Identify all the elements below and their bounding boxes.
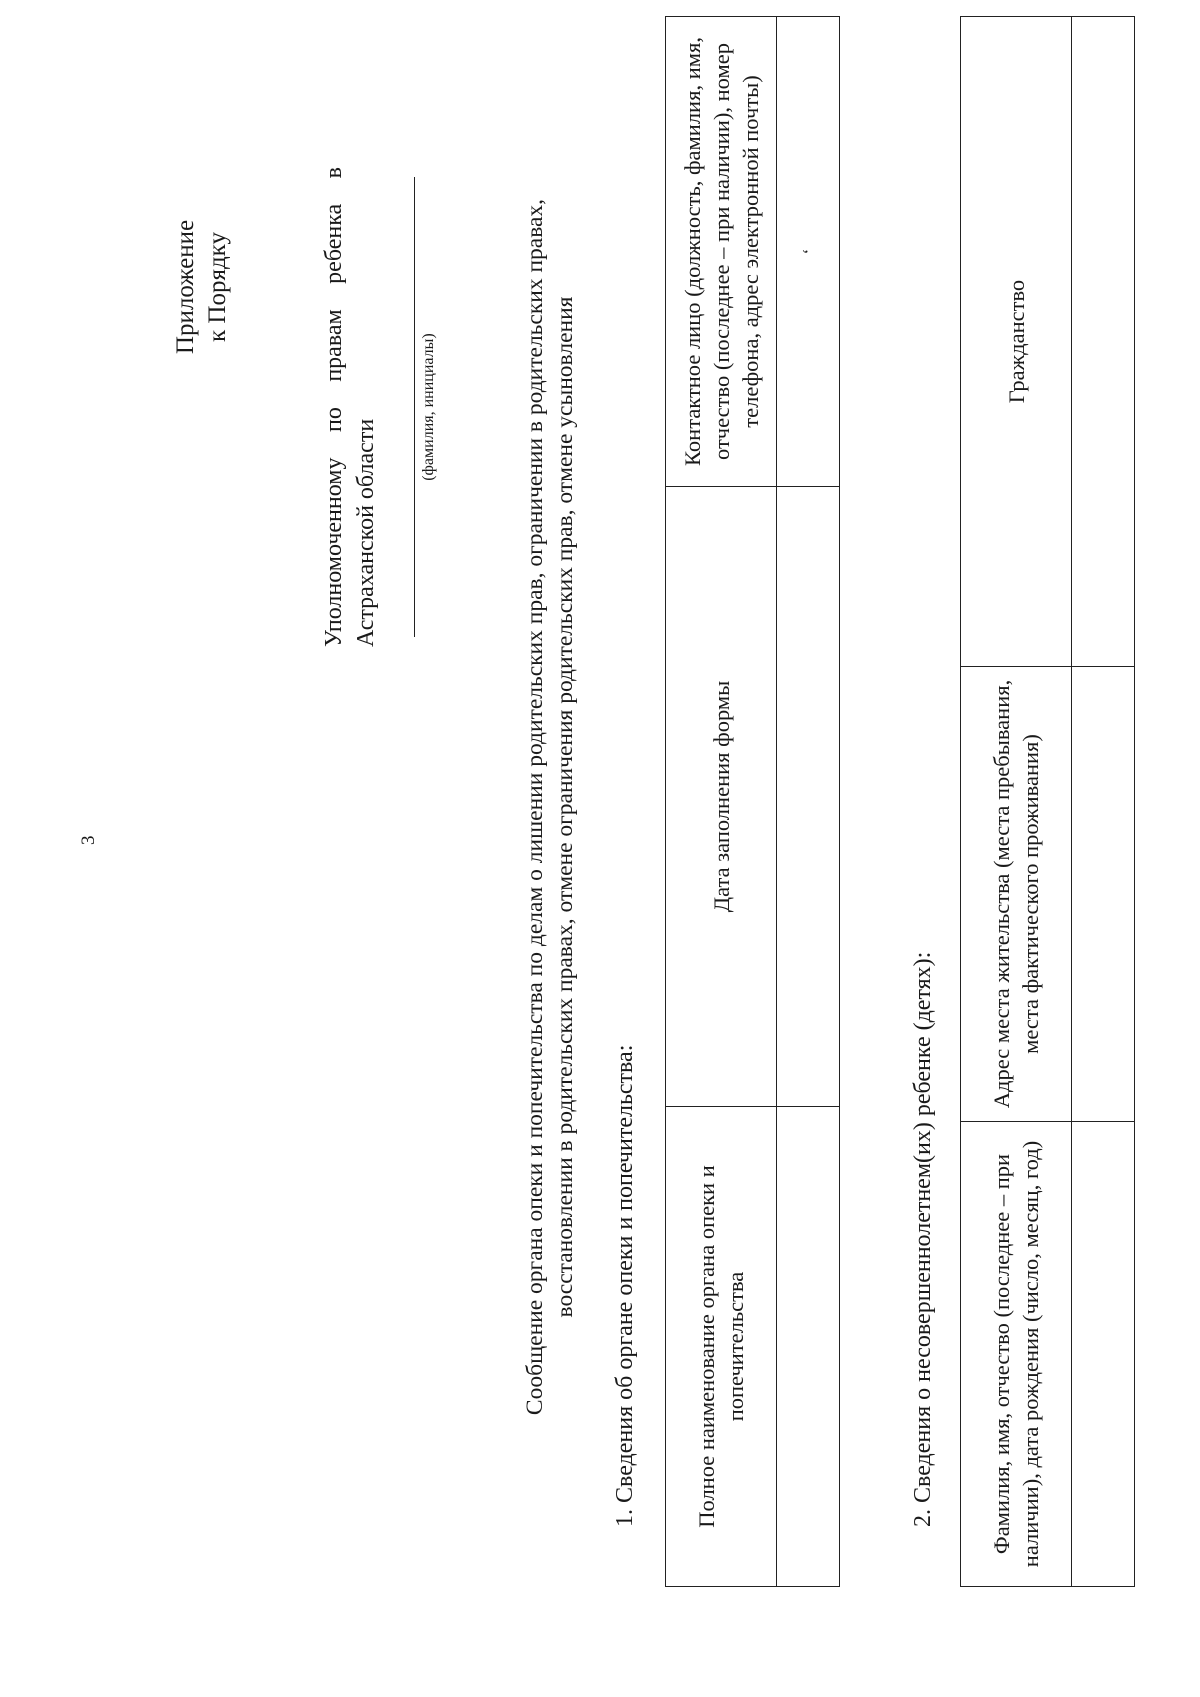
table-header-row xyxy=(961,17,1072,1587)
table-row xyxy=(1072,17,1135,1587)
input-cell-contact-person[interactable] xyxy=(777,17,840,487)
section2-heading: 2. Сведения о несовершеннолетнем(их) ребенке (детях): xyxy=(910,951,936,1527)
header-cell-contact-person: Контактное лицо (должность, фамилия, имя, отчество (последнее – при наличии), номер телефона, адрес электронной почты) xyxy=(666,17,777,487)
header-cell-citizenship: Гражданство xyxy=(961,17,1072,667)
recipient-hint: (фамилия, инициалы) xyxy=(420,333,437,481)
input-cell-child-address[interactable] xyxy=(1072,667,1135,1122)
header-cell-fill-date: Дата заполнения формы xyxy=(666,487,777,1107)
header-cell-child-name: Фамилия, имя, отчество (последнее – при наличии), дата рождения (число, месяц, год) xyxy=(961,1122,1072,1587)
input-cell-fill-date[interactable] xyxy=(777,487,840,1107)
section1-heading: 1. Сведения об органе опеки и попечительства: xyxy=(612,1044,638,1527)
page-number: 3 xyxy=(78,835,99,845)
appendix-label xyxy=(170,167,234,407)
input-cell-child-name[interactable] xyxy=(1072,1122,1135,1587)
recipient-text: Уполномоченному по правам ребенка в Астраханской области xyxy=(321,167,379,647)
appendix-line1: Приложение xyxy=(172,219,199,355)
table-row xyxy=(777,17,840,1587)
guardianship-authority-table xyxy=(665,16,840,1587)
header-cell-authority-name: Полное наименование органа опеки и попечительства xyxy=(666,1107,777,1587)
title-line2: восстановлении в родительских правах, отмене ограничения родительских прав, отмене усыновления xyxy=(552,296,578,1318)
appendix-line2: к Порядку xyxy=(204,232,231,342)
stray-mark: ʻ xyxy=(798,248,819,255)
document-title xyxy=(520,27,580,1587)
title-line1: Сообщение органа опеки и попечительства по делам о лишении родительских прав, ограничении в родительских правах, xyxy=(522,198,548,1416)
table-header-row xyxy=(666,17,777,1587)
recipient-signature-line xyxy=(414,177,415,637)
children-info-table xyxy=(960,16,1135,1587)
input-cell-authority-name[interactable] xyxy=(777,1107,840,1587)
input-cell-citizenship[interactable] xyxy=(1072,17,1135,667)
header-cell-child-address: Адрес места жительства (места пребывания, места фактического проживания) xyxy=(961,667,1072,1122)
